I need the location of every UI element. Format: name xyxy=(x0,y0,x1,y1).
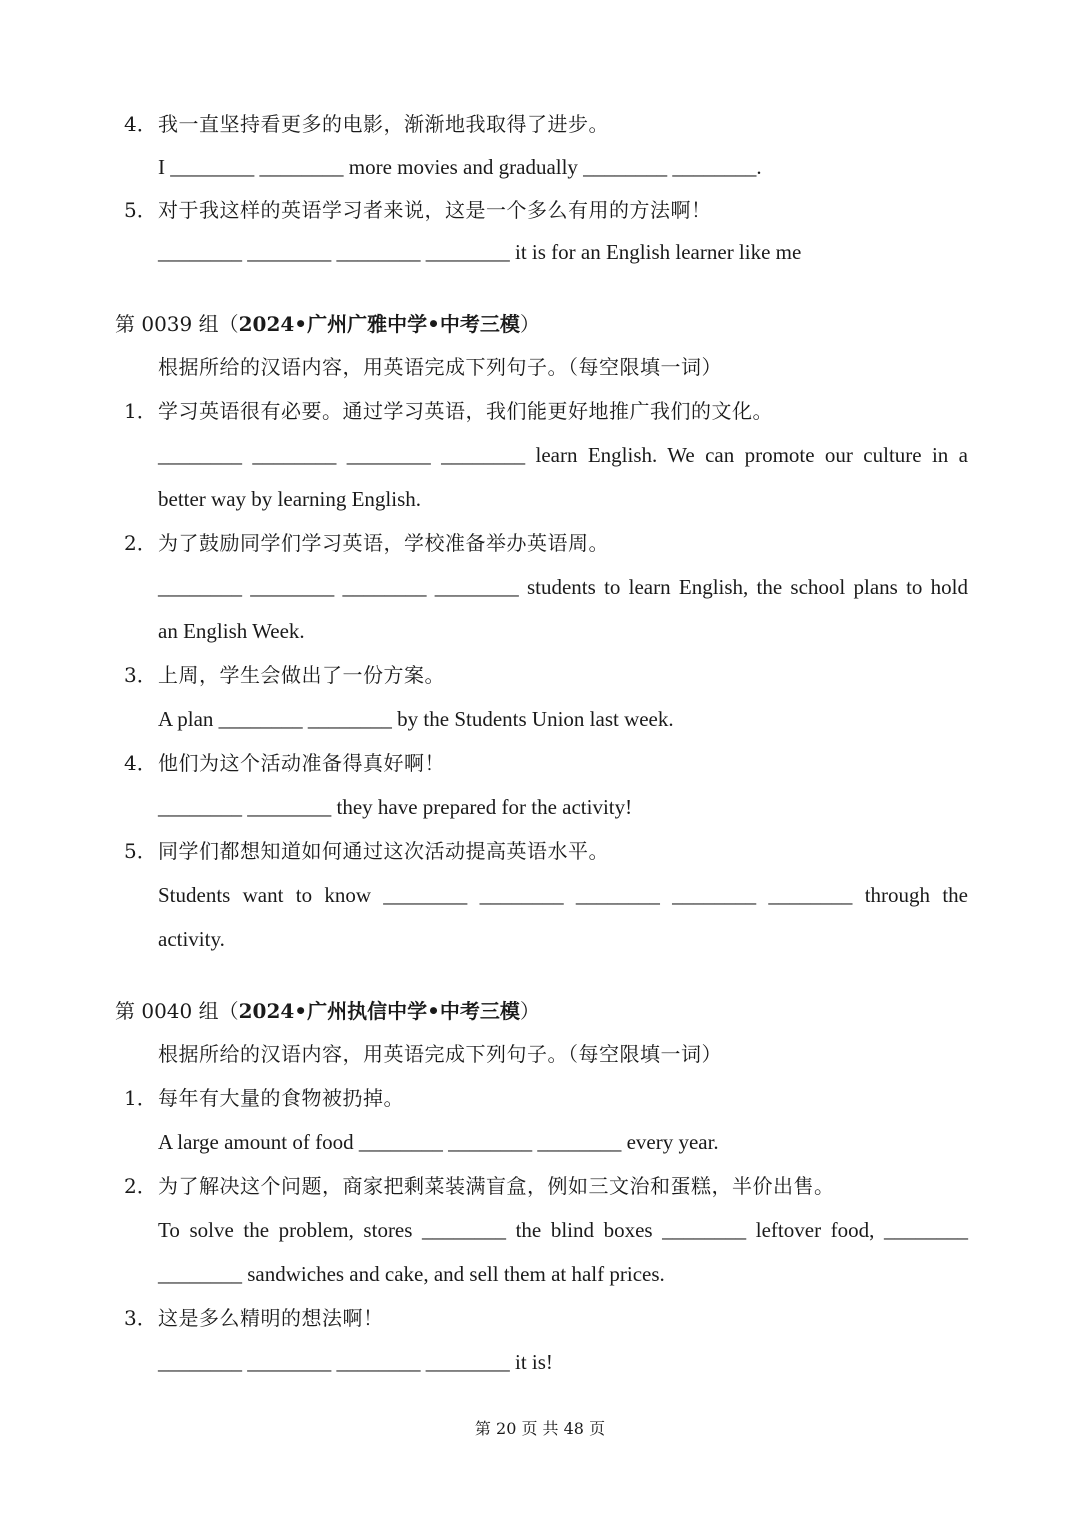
question-number: 4． xyxy=(124,112,157,136)
instruction: 根据所给的汉语内容，用英语完成下列句子。（每空限填一词） xyxy=(158,1042,722,1066)
question-chinese: 我一直坚持看更多的电影，渐渐地我取得了进步。 xyxy=(158,112,609,136)
question-chinese: 对于我这样的英语学习者来说，这是一个多么有用的方法啊！ xyxy=(158,198,712,222)
question-number: 1． xyxy=(124,399,157,423)
question-english: ________ ________ ________ ________ it is for an English learner like me xyxy=(158,240,802,264)
question-english: A plan ________ ________ by the Students Union last week. xyxy=(158,707,674,731)
heading-prefix: 第 0039 组（ xyxy=(115,312,239,336)
group-heading-0040 xyxy=(115,997,540,1025)
question-english-continued: better way by learning English. xyxy=(158,487,422,511)
question-english: A large amount of food ________ ________ ________ every year. xyxy=(158,1130,719,1154)
instruction: 根据所给的汉语内容，用英语完成下列句子。（每空限填一词） xyxy=(158,355,722,379)
question-chinese: 每年有大量的食物被扔掉。 xyxy=(158,1086,404,1110)
question-english-continued: an English Week. xyxy=(158,619,305,643)
page-footer: 第 20 页 共 48 页 xyxy=(474,1419,606,1438)
question-number: 3． xyxy=(124,1306,157,1330)
heading-source: 2024•广州广雅中学•中考三模 xyxy=(238,312,520,336)
question-chinese: 学习英语很有必要。通过学习英语，我们能更好地推广我们的文化。 xyxy=(158,399,773,423)
question-english: ________ ________ they have prepared for the activity! xyxy=(158,795,633,819)
group-heading-0039 xyxy=(115,310,540,338)
question-chinese: 同学们都想知道如何通过这次活动提高英语水平。 xyxy=(158,839,609,863)
question-number: 2． xyxy=(124,531,157,555)
question-english: I ________ ________ more movies and gradually ________ ________. xyxy=(158,155,762,179)
question-number: 4． xyxy=(124,751,157,775)
question-english-continued: activity. xyxy=(158,927,225,951)
question-chinese: 为了解决这个问题，商家把剩菜装满盲盒，例如三文治和蛋糕，半价出售。 xyxy=(158,1174,835,1198)
question-chinese: 他们为这个活动准备得真好啊！ xyxy=(158,751,445,775)
question-english: To solve the problem, stores ________ the blind boxes ________ leftover food, ________ xyxy=(158,1218,968,1242)
question-number: 2． xyxy=(124,1174,157,1198)
question-english: ________ ________ ________ ________ students to learn English, the school plans to hold xyxy=(158,575,968,599)
question-english: ________ ________ ________ ________ it is! xyxy=(158,1350,553,1374)
heading-source: 2024•广州执信中学•中考三模 xyxy=(238,999,520,1023)
question-number: 1． xyxy=(124,1086,157,1110)
question-english: Students want to know ________ ________ ________ ________ ________ through the xyxy=(158,883,968,907)
question-english-continued: ________ sandwiches and cake, and sell them at half prices. xyxy=(158,1262,665,1286)
heading-prefix: 第 0040 组（ xyxy=(115,999,239,1023)
question-chinese: 上周，学生会做出了一份方案。 xyxy=(158,663,445,687)
question-chinese: 为了鼓励同学们学习英语，学校准备举办英语周。 xyxy=(158,531,609,555)
question-chinese: 这是多么精明的想法啊！ xyxy=(158,1306,384,1330)
heading-suffix: ） xyxy=(519,312,540,336)
heading-suffix: ） xyxy=(519,999,540,1023)
question-number: 5． xyxy=(124,198,157,222)
question-english: ________ ________ ________ ________ learn English. We can promote our culture in a xyxy=(158,443,968,467)
question-number: 3． xyxy=(124,663,157,687)
question-number: 5． xyxy=(124,839,157,863)
